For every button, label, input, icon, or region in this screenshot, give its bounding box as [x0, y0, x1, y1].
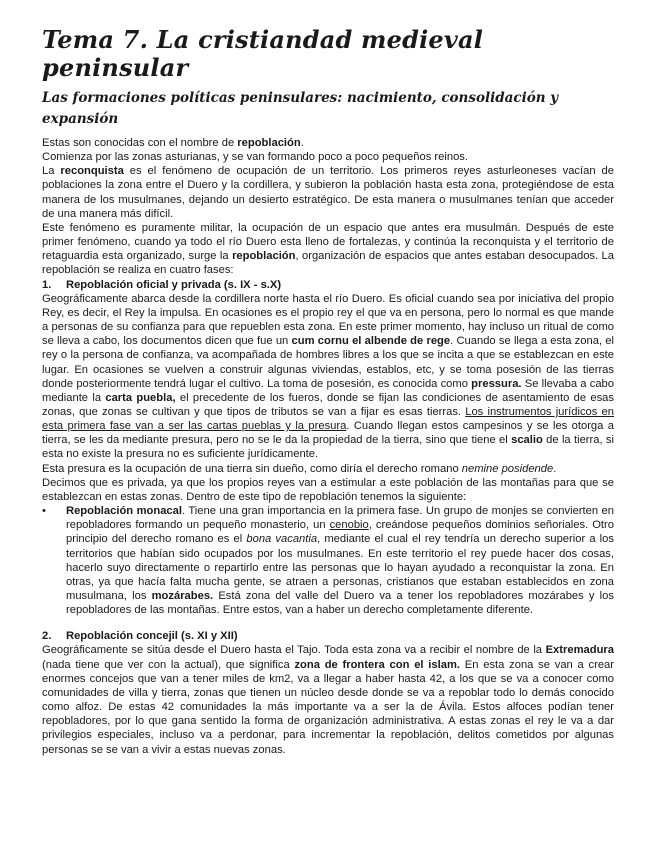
section-2-heading: 2. Repoblación concejil (s. XI y XII): [42, 630, 238, 643]
section-2-paragraph-1: Geográficamente se sitúa desde el Duero hasta el Tajo. Toda esta zona va a recibir el nombre de la Extremadura (nada tiene que ver con la actual), que significa zona de frontera con el islam. En esta zona se van a crear enormes concejos que van a tener miles de km2, va a llegar a haber hasta 42, a los que se va a conocer como comunidades de villa y tierra, zonas que tienen un núcleo desde donde se va a repoblar todo lo demás conocido como alfoz. De estas 42 comunidades la más importante va a ser la de Ávila. Estos alfoces podían tener repobladores, por lo que gana sentido la forma de organización administrativa. A estas zonas el rey le va a dar privilegios especiales, incluso va a perdonar, para incrementar la repoblación, delitos cometidos por algunas personas se se van a vivir a estas nuevas zonas.: [42, 644, 614, 756]
section-1-paragraph-2: Esta presura es la ocupación de una tierra sin dueño, como diría el derecho romano nemine posidende.: [42, 462, 557, 475]
list-item: • Repoblación monacal. Tiene una gran importancia en la primera fase. Un grupo de monjes se convierten en repobladores formando un pequeño monasterio, un cenobio, creándose pequeños dominios señoriales. Otro principio del derecho romano es el bona vacantia, mediante el cual el rey tendría un derecho superior a los territorios que habían sido ocupados por los musulmanes. En este territorio el rey puede hacer dos cosas, hacerlo suyo directamente o repartirlo entre las personas que lo hayan ayudado a reconquistar la zona. En otras, ya que hacía falta mucha gente, se atraen a personas, cristianos que estaban establecidos en zona musulmana, los mozárabes. Está zona del valle del Duero va a tener los repobladores mozárabes y los repobladores de las montañas. Entre estos, van a haber un derecho completamente diferente.: [42, 505, 614, 617]
document-page: [42, 26, 614, 757]
bullet-icon: •: [42, 505, 46, 518]
section-1-bullet-list: [42, 504, 614, 617]
page-subtitle: Las formaciones políticas peninsulares: nacimiento, consolidación y expansión: [42, 90, 559, 127]
section-1-paragraph-1: Geográficamente abarca desde la cordillera norte hasta el río Duero. Es oficial cuando sea por iniciativa del propio Rey, es decir, el Rey la impulsa. En ocasiones es el propio rey el que va en persona, pero lo normal es que mande a personas de su confianza para que repueblen esta zona. En este primer momento, hay incluso un ritual de como se lleva a cabo, los documentos dicen que fue un cum cornu el albende de rege. Cuando se llega a esta zona, el rey o la persona de confianza, va acompañada de hombres libres a los que se incita a que se establezcan en este lugar. En ocasiones se vuelven a construir algunas viviendas, establos, etc, y se toma posesión de las tierras donde posteriormente tendrá lugar el cultivo. La toma de posesión, es conocida como pressura. Se llevaba a cabo mediante la carta puebla, el precedente de los fueros, donde se fijan las condiciones de asentamiento de esas zonas, que zonas se cultivan y que tipos de tributos se van a fijar es esas tierras. Los instrumentos jurídicos en esta primera fase van a ser las cartas pueblas y la presura. Cuando llegan estos campesinos y se les otorga a tierra, se les da mediante presura, pero no se le da la propiedad de la tierra, sino que tiene el scalio de la tierra, si esta no existe la presura no es suficiente jurídicamente.: [42, 292, 615, 461]
intro-paragraph-4: Este fenómeno es puramente militar, la ocupación de un espacio que antes era musulmán. Después de este primer fenómeno, cuando ya todo el río Duero esta lleno de fortalezas, y continúa la reconquista y el territorio de retaguardia esta organizado, surge la repoblación, organización de espacios que antes estaban desocupados. La repoblación se realiza en cuatro fases:: [42, 221, 615, 277]
section-1-heading: 1. Repoblación oficial y privada (s. IX - s.X): [42, 278, 282, 291]
page-title: Tema 7. La cristiandad medieval peninsular: [42, 25, 484, 82]
intro-paragraph-3: La reconquista es el fenómeno de ocupación de un territorio. Los primeros reyes asturleoneses vacían de poblaciones la zona entre el Duero y la cordillera, y subieron la población hasta esta zona, protegiéndose de esta manera de los musulmanes, dejando un desierto estratégico. De esta manera o musulmanes tenían que acceder de una manera más difícil.: [42, 165, 614, 220]
intro-paragraph-2: Comienza por las zonas asturianas, y se van formando poco a poco pequeños reinos.: [42, 151, 468, 164]
section-1-paragraph-3: Decimos que es privada, ya que los propios reyes van a estimular a este población de las montañas para que se establezcan en estas zonas. Dentro de este tipo de repoblación tenemos la siguiente:: [42, 476, 614, 503]
spacer: [42, 617, 614, 629]
intro-paragraph-1: Estas son conocidas con el nombre de repoblación.: [42, 137, 304, 149]
document-body: [42, 136, 614, 757]
